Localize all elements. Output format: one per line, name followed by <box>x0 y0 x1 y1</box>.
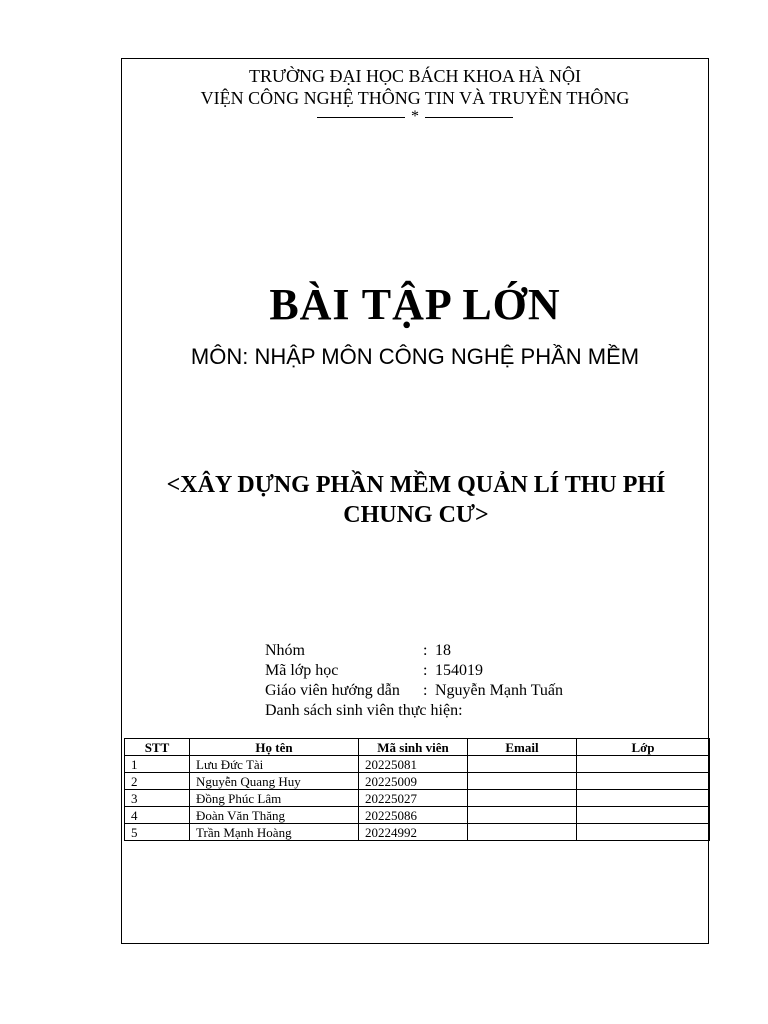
cell-email <box>468 824 577 841</box>
info-row-students <box>265 701 563 721</box>
cell-email <box>468 756 577 773</box>
info-colon: : <box>423 682 428 699</box>
cell-class <box>577 773 710 790</box>
cell-stt: 1 <box>125 756 190 773</box>
teacher-value: Nguyễn Mạnh Tuấn <box>435 682 564 699</box>
cell-class <box>577 756 710 773</box>
member-table <box>124 738 710 841</box>
cell-student-id: 20225086 <box>359 807 468 824</box>
cell-stt: 4 <box>125 807 190 824</box>
teacher-label: Giáo viên hướng dẫn <box>265 682 400 699</box>
subject-line: MÔN: NHẬP MÔN CÔNG NGHỆ PHẦN MỀM <box>190 344 640 369</box>
students-label: Danh sách sinh viên thực hiện: <box>265 702 463 719</box>
university-name: TRƯỜNG ĐẠI HỌC BÁCH KHOA HÀ NỘI <box>249 66 581 86</box>
column-header-class: Lớp <box>577 739 710 756</box>
cell-name: Lưu Đức Tài <box>190 756 359 773</box>
cell-name: Đồng Phúc Lâm <box>190 790 359 807</box>
cell-stt: 3 <box>125 790 190 807</box>
document-title: BÀI TẬP LỚN <box>269 280 561 329</box>
table-row <box>125 773 710 790</box>
cell-class <box>577 807 710 824</box>
header-divider <box>122 107 708 127</box>
info-colon: : <box>423 642 428 659</box>
institute-name: VIỆN CÔNG NGHỆ THÔNG TIN VÀ TRUYỀN THÔNG <box>200 88 630 108</box>
cell-name: Nguyễn Quang Huy <box>190 773 359 790</box>
table-row <box>125 824 710 841</box>
page-border <box>121 58 709 944</box>
cell-stt: 2 <box>125 773 190 790</box>
cell-student-id: 20225081 <box>359 756 468 773</box>
info-row-teacher <box>265 681 563 701</box>
cell-student-id: 20224992 <box>359 824 468 841</box>
cell-class <box>577 790 710 807</box>
group-value: 18 <box>435 642 451 659</box>
cell-email <box>468 773 577 790</box>
class-label: Mã lớp học <box>265 662 339 679</box>
info-colon: : <box>423 662 428 679</box>
project-title: <XÂY DỰNG PHẦN MỀM QUẢN LÍ THU PHÍ CHUNG CƯ> <box>166 472 666 528</box>
table-row <box>125 790 710 807</box>
info-row-class <box>265 661 563 681</box>
cell-student-id: 20225027 <box>359 790 468 807</box>
divider-symbol: * <box>411 108 419 125</box>
cell-stt: 5 <box>125 824 190 841</box>
table-header-row <box>125 739 710 756</box>
column-header-email: Email <box>468 739 577 756</box>
table-row <box>125 807 710 824</box>
group-info <box>265 641 563 721</box>
cell-student-id: 20225009 <box>359 773 468 790</box>
divider-rule-right <box>425 117 513 118</box>
column-header-stt: STT <box>125 739 190 756</box>
cell-class <box>577 824 710 841</box>
column-header-name: Họ tên <box>190 739 359 756</box>
cell-email <box>468 807 577 824</box>
group-label: Nhóm <box>265 642 305 659</box>
cell-name: Đoàn Văn Thăng <box>190 807 359 824</box>
table-row <box>125 756 710 773</box>
class-value: 154019 <box>435 662 483 679</box>
info-row-group <box>265 641 563 661</box>
divider-rule-left <box>317 117 405 118</box>
column-header-student-id: Mã sinh viên <box>359 739 468 756</box>
cell-name: Trần Mạnh Hoàng <box>190 824 359 841</box>
cell-email <box>468 790 577 807</box>
